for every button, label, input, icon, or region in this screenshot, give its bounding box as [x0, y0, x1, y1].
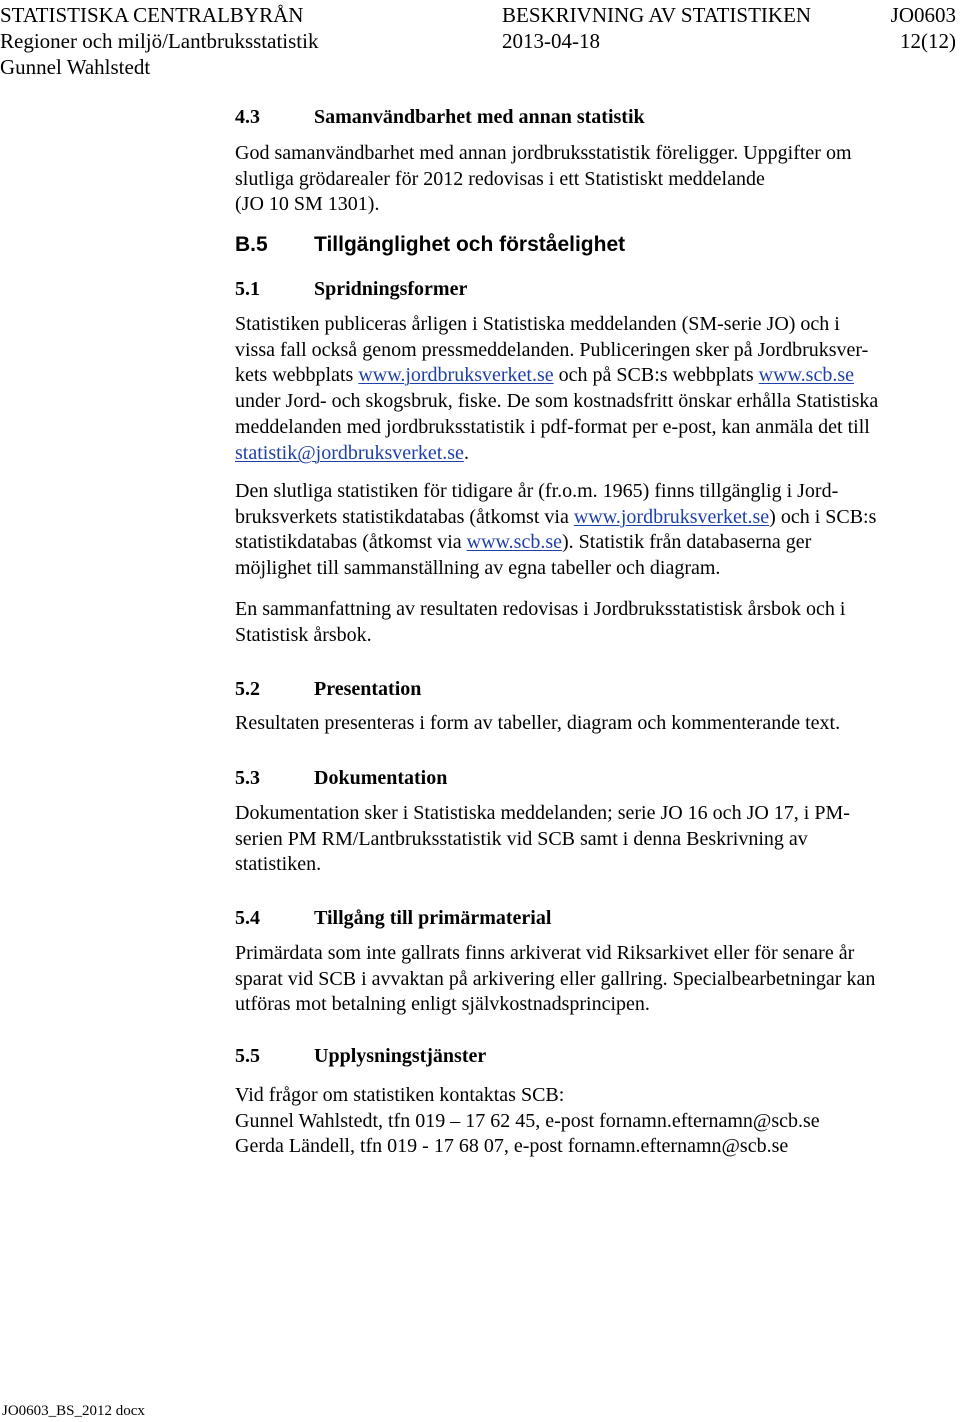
- paragraph: [235, 597, 945, 648]
- text-line: statistik@jordbruksverket.se.: [235, 441, 469, 464]
- section-5-3-text: [235, 801, 945, 878]
- text-line: vissa fall också genom pressmeddelanden. Publiceringen sker på Jordbruksver-: [235, 338, 869, 361]
- text-line: meddelanden med jordbruksstatistik i pdf-format per e-post, kan anmäla det till: [235, 415, 870, 438]
- section-title: Tillgång till primärmaterial: [314, 907, 552, 929]
- link-email[interactable]: statistik@jordbruksverket.se: [235, 441, 464, 464]
- text-line: Primärdata som inte gallrats finns arkiverat vid Riksarkivet eller för senare år: [235, 942, 855, 964]
- text-line: under Jord- och skogsbruk, fiske. De som kostnadsfritt önskar erhålla Statistiska: [235, 390, 879, 413]
- section-number: 5.1: [235, 278, 260, 300]
- section-title: Upplysningstjänster: [314, 1045, 487, 1067]
- text-line: God samanvändbarhet med annan jordbruksstatistik föreligger. Uppgifter om: [235, 142, 852, 164]
- contact-gerda-landell: Gerda Ländell, tfn 019 - 17 68 07, e-post fornamn.efternamn@scb.se: [235, 1135, 789, 1158]
- chapter-number: B.5: [235, 233, 268, 256]
- text-line: Resultaten presenteras i form av tabeller, diagram och kommenterande text.: [235, 712, 841, 734]
- section-5-5-text: [235, 1083, 945, 1160]
- header-author: Gunnel Wahlstedt: [0, 55, 151, 79]
- header-doc-code: JO0603: [890, 3, 956, 27]
- page-header: [0, 2, 960, 80]
- text-line: bruksverkets statistikdatabas (åtkomst via www.jordbruksverket.se) och i SCB:s: [235, 505, 877, 528]
- section-5-4-text: [235, 941, 945, 1018]
- section-4-3-text: [235, 141, 945, 218]
- section-title: Dokumentation: [314, 767, 448, 789]
- section-number: 5.2: [235, 678, 260, 700]
- section-number: 5.5: [235, 1045, 260, 1067]
- section-title: Presentation: [314, 678, 422, 700]
- link-scb-db[interactable]: www.scb.se: [466, 531, 562, 554]
- section-title: Samanvändbarhet med annan statistik: [314, 106, 645, 128]
- paragraph: [235, 1083, 945, 1160]
- text-line: Statistiken publiceras årligen i Statistiska meddelanden (SM-serie JO) och i: [235, 313, 840, 335]
- section-5-1-para-2: [235, 479, 945, 582]
- header-department: Regioner och miljö/Lantbruksstatistik: [0, 29, 319, 53]
- link-scb[interactable]: www.scb.se: [758, 364, 854, 387]
- text-line: utföras mot betalning enligt självkostnadsprincipen.: [235, 993, 650, 1016]
- section-number: 5.3: [235, 767, 260, 789]
- text-line: En sammanfattning av resultaten redovisas i Jordbruksstatistisk årsbok och i: [235, 598, 846, 620]
- section-5-1-para-3: [235, 597, 945, 648]
- header-org: STATISTISKA CENTRALBYRÅN: [0, 3, 304, 27]
- paragraph: [235, 479, 945, 582]
- text-line: kets webbplats www.jordbruksverket.se och på SCB:s webbplats www.scb.se: [235, 364, 854, 387]
- section-title: Spridningsformer: [314, 278, 468, 300]
- paragraph: [235, 711, 945, 737]
- text-line: statistikdatabas (åtkomst via www.scb.se). Statistik från databaserna ger: [235, 531, 812, 554]
- section-5-1-para-1: [235, 312, 945, 466]
- header-doc-type: BESKRIVNING AV STATISTIKEN: [502, 3, 812, 27]
- header-date: 2013-04-18: [502, 29, 600, 53]
- text-line: serien PM RM/Lantbruksstatistik vid SCB samt i denna Beskrivning av: [235, 827, 808, 850]
- page-footer: [2, 1402, 145, 1420]
- chapter-title: Tillgänglighet och förståelighet: [314, 233, 626, 256]
- text-line: Statistisk årsbok.: [235, 623, 372, 646]
- text-line: statistiken.: [235, 853, 322, 876]
- header-page-number: 12(12): [900, 29, 956, 53]
- contact-gunnel-wahlstedt: Gunnel Wahlstedt, tfn 019 – 17 62 45, e-post fornamn.efternamn@scb.se: [235, 1109, 820, 1132]
- link-jordbruksverket[interactable]: www.jordbruksverket.se: [358, 364, 554, 387]
- link-jordbruksverket-db[interactable]: www.jordbruksverket.se: [573, 505, 770, 528]
- text-line: Dokumentation sker i Statistiska meddelanden; serie JO 16 och JO 17, i PM-: [235, 802, 850, 824]
- text-line: möjlighet till sammanställning av egna tabeller och diagram.: [235, 557, 721, 580]
- text-line: (JO 10 SM 1301).: [235, 193, 380, 216]
- text-line: Den slutliga statistiken för tidigare år (fr.o.m. 1965) finns tillgänglig i Jord-: [235, 480, 839, 502]
- paragraph: [235, 941, 945, 1018]
- paragraph: [235, 141, 945, 218]
- paragraph: [235, 801, 945, 878]
- text-line: Vid frågor om statistiken kontaktas SCB:: [235, 1084, 565, 1106]
- section-number: 5.4: [235, 907, 260, 929]
- footer-filename: JO0603_BS_2012 docx: [2, 1403, 145, 1419]
- text-line: slutliga grödarealer för 2012 redovisas i ett Statistiskt meddelande: [235, 167, 765, 190]
- section-number: 4.3: [235, 106, 260, 128]
- section-5-2-text: [235, 711, 945, 737]
- paragraph: [235, 312, 945, 466]
- text-line: sparat vid SCB i avvaktan på arkivering eller gallring. Specialbearbetningar kan: [235, 967, 876, 990]
